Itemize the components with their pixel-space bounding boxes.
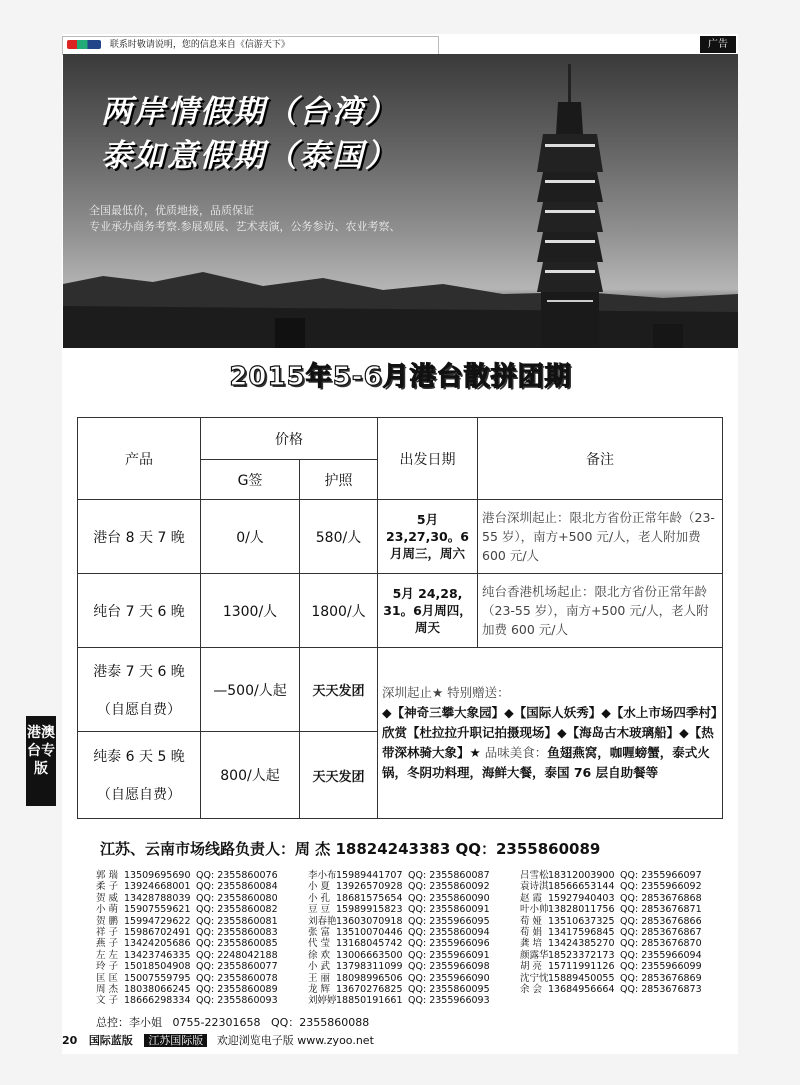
- contact-qq: 2355860077: [217, 961, 278, 973]
- contact-qq-label: QQ:: [620, 881, 639, 893]
- contact-phone: 18681575654: [336, 892, 403, 904]
- contact-qq: 2355860090: [429, 892, 490, 904]
- contact-phone: 18566653144: [548, 881, 615, 893]
- contact-phone: 18038066245: [124, 984, 191, 996]
- contact-qq: 2355966092: [641, 881, 702, 893]
- price-passport: 1800/人: [300, 574, 378, 648]
- source-notice-bar: [62, 36, 439, 55]
- contact-row: [520, 893, 702, 904]
- contact-row: [96, 870, 278, 881]
- table-row: [78, 500, 723, 574]
- contact-qq-label: QQ:: [620, 927, 639, 939]
- header-price: 价格: [201, 418, 378, 460]
- contact-qq: 2355860092: [429, 881, 490, 893]
- contact-qq-label: QQ:: [196, 995, 215, 1007]
- contact-qq-label: QQ:: [620, 870, 639, 881]
- product-name: 港泰 7 天 6 晚: [93, 663, 185, 680]
- contact-phone: 13417596845: [548, 927, 615, 939]
- contact-qq: 2248042188: [217, 949, 278, 961]
- contact-qq-label: QQ:: [196, 972, 215, 984]
- contact-name: 祥 子: [96, 927, 119, 939]
- contact-name: 赵 霞: [520, 892, 543, 904]
- table-row: [78, 574, 723, 648]
- contact-row: [308, 938, 490, 949]
- contact-phone: 15007559795: [124, 972, 191, 984]
- contact-row: [96, 916, 278, 927]
- contact-name: 徐 欢: [308, 949, 331, 961]
- header-product: 产品: [78, 418, 201, 500]
- contact-row: [308, 961, 490, 972]
- contact-qq: 2355966099: [641, 961, 702, 973]
- contact-qq: 2853676870: [641, 938, 702, 950]
- table-row: [78, 648, 723, 732]
- contact-qq: 2355860084: [217, 881, 278, 893]
- contact-column-1: [96, 870, 278, 1007]
- contact-name: 胡 亮: [520, 961, 543, 973]
- contact-qq: 2355966096: [429, 938, 490, 950]
- contact-phone: 15018504908: [124, 961, 191, 973]
- contact-row: [520, 950, 702, 961]
- publisher-logo: [67, 40, 101, 49]
- contact-qq-label: QQ:: [196, 915, 215, 927]
- contact-qq: 2355860094: [429, 927, 490, 939]
- contact-name: 龚 培: [520, 938, 543, 950]
- contact-qq-label: QQ:: [620, 984, 639, 996]
- contact-qq: 2355860076: [217, 870, 278, 881]
- contact-phone: 13423746335: [124, 949, 191, 961]
- contact-phone: 13424385270: [548, 938, 615, 950]
- contact-qq: 2355860095: [429, 984, 490, 996]
- contact-phone: 13509695690: [124, 870, 191, 881]
- gift-lead: 深圳起止★ 特别赠送：: [382, 685, 510, 700]
- contact-name: 荀 娅: [520, 915, 543, 927]
- contact-qq-label: QQ:: [196, 904, 215, 916]
- contact-qq: 2355860091: [429, 904, 490, 916]
- contact-row: [308, 984, 490, 995]
- contact-qq: 2853676866: [641, 915, 702, 927]
- contact-qq-label: QQ:: [196, 949, 215, 961]
- contact-name: 李小布: [308, 870, 337, 881]
- contact-qq: 2355860080: [217, 892, 278, 904]
- header-note: 备注: [478, 418, 723, 500]
- price-from: 800/人起: [201, 732, 300, 819]
- contact-qq-label: QQ:: [408, 927, 427, 939]
- special-gift-note: [378, 648, 723, 819]
- contact-row: [308, 950, 490, 961]
- contact-name: 贺 鹏: [96, 915, 119, 927]
- contact-qq: 2355966098: [429, 961, 490, 973]
- contact-qq: 2355966090: [429, 972, 490, 984]
- contact-qq: 2853676867: [641, 927, 702, 939]
- contact-phone: 15907559621: [124, 904, 191, 916]
- contact-row: [520, 973, 702, 984]
- contact-name: 王 丽: [308, 972, 331, 984]
- gift-items: ◆【神奇三攀大象园】◆【国际人妖秀】◆【水上市场四季村】欣赏【杜拉拉升职记拍摄现场】◆【海岛古木玻璃船】◆【热带深林骑大象】★: [382, 705, 718, 760]
- section-title: 2015年5-6月港台散拼团期: [229, 362, 572, 392]
- contact-name: 小 孔: [308, 892, 331, 904]
- source-notice: 联系时敬请说明，您的信息来自《信游天下》: [109, 40, 290, 50]
- contact-qq-label: QQ:: [408, 949, 427, 961]
- contact-phone: 15711991126: [548, 961, 615, 973]
- gift-food: 鱼翅燕窝，咖喱螃蟹，泰式火锅，冬阴功料理，海鲜大餐，泰国 76 层自助餐等: [382, 745, 710, 780]
- price-from: —500/人起: [201, 648, 300, 732]
- contact-qq-label: QQ:: [620, 904, 639, 916]
- departure-dates: 5月 23,27,30。6月周三，周六: [378, 500, 478, 574]
- contact-row: [520, 984, 702, 995]
- contact-phone: 13428788039: [124, 892, 191, 904]
- contact-phone: 18666298334: [124, 995, 191, 1007]
- contact-qq: 2355860083: [217, 927, 278, 939]
- ad-tag: 广告: [700, 36, 736, 53]
- contact-name: 刘春艳: [308, 915, 337, 927]
- contact-qq-label: QQ:: [620, 961, 639, 973]
- contact-qq-label: QQ:: [408, 881, 427, 893]
- contact-qq-label: QQ:: [196, 927, 215, 939]
- contact-head: 江苏、云南市场线路负责人：周 杰 18824243383 QQ：2355860089: [100, 840, 601, 858]
- contact-phone: 18098996506: [336, 972, 403, 984]
- hero-slogan-2: 专业承办商务考察.参展观展、艺术表演，公务参访、农业考察、: [89, 220, 401, 233]
- contact-row: [520, 904, 702, 915]
- website-link[interactable]: 欢迎浏览电子版 www.zyoo.net: [216, 1034, 374, 1047]
- contact-row: [520, 938, 702, 949]
- header-departure-date: 出发日期: [378, 418, 478, 500]
- contact-row: [96, 927, 278, 938]
- contact-name: 小 萌: [96, 904, 119, 916]
- contact-name: 燕 子: [96, 938, 119, 950]
- contact-name: 周 杰: [96, 984, 119, 996]
- contact-qq: 2355966097: [641, 870, 702, 881]
- contact-qq-label: QQ:: [408, 938, 427, 950]
- publication-name: 国际蓝版: [88, 1034, 133, 1047]
- contact-qq: 2355966091: [429, 949, 490, 961]
- contact-qq-label: QQ:: [408, 972, 427, 984]
- contact-qq-label: QQ:: [620, 972, 639, 984]
- contact-phone: 18523372173: [548, 949, 615, 961]
- contact-qq-label: QQ:: [408, 961, 427, 973]
- contact-phone: 15986702491: [124, 927, 191, 939]
- summary-label: 总控：李小姐: [96, 1016, 162, 1029]
- contact-row: [308, 927, 490, 938]
- tour-note: 港台深圳起止：限北方省份正常年龄（23-55 岁），南方+500 元/人，老人附加费 600 元/人: [478, 500, 723, 574]
- contact-phone: 13168045742: [336, 938, 403, 950]
- contact-row: [96, 961, 278, 972]
- contact-phone: 15994729622: [124, 915, 191, 927]
- product-name-cell: [78, 648, 201, 732]
- contact-qq-label: QQ:: [408, 915, 427, 927]
- contact-name: 刘婷婷: [308, 995, 337, 1007]
- product-name-cell: [78, 732, 201, 819]
- product-name: 纯泰 6 天 5 晚: [93, 749, 185, 765]
- hero-title-thailand: 泰如意假期（泰国）: [101, 138, 398, 174]
- contact-phone: 13684956664: [548, 984, 615, 996]
- contact-qq: 2355860082: [217, 904, 278, 916]
- contact-phone: 13510637325: [548, 915, 615, 927]
- general-control: [96, 1014, 369, 1030]
- contact-phone: 13424205686: [124, 938, 191, 950]
- contact-row: [96, 881, 278, 892]
- side-section-label: 港澳台专版: [26, 716, 56, 806]
- contact-phone: 15989915823: [336, 904, 403, 916]
- contact-row: [520, 881, 702, 892]
- contact-row: [96, 995, 278, 1006]
- contact-name: 袁诗淇: [520, 881, 549, 893]
- contact-qq: 2355966095: [429, 915, 490, 927]
- contact-name: 沈宁忱: [520, 972, 549, 984]
- header-g-visa: G签: [201, 460, 300, 500]
- edition-badge: 江苏国际版: [144, 1034, 207, 1047]
- contact-qq: 2853676868: [641, 892, 702, 904]
- summary-qq: 2355860088: [299, 1016, 370, 1029]
- contact-row: [96, 938, 278, 949]
- gift-taste-label: 品味美食：: [480, 745, 548, 760]
- contact-qq: 2355966093: [429, 995, 490, 1007]
- contact-row: [520, 961, 702, 972]
- contact-row: [96, 984, 278, 995]
- departure-dates: 5月 24,28, 31。6月周四，周天: [378, 574, 478, 648]
- contact-qq-label: QQ:: [196, 870, 215, 881]
- contact-qq-label: QQ:: [196, 961, 215, 973]
- contact-phone: 15889450055: [548, 972, 615, 984]
- contact-qq-label: QQ:: [408, 984, 427, 996]
- contact-name: 柔 子: [96, 881, 119, 893]
- contact-row: [520, 927, 702, 938]
- contact-qq: 2853676871: [641, 904, 702, 916]
- contact-phone: 15927940403: [548, 892, 615, 904]
- contact-phone: 13926570928: [336, 881, 403, 893]
- contact-row: [308, 916, 490, 927]
- contact-phone: 13510070446: [336, 927, 403, 939]
- contact-row: [308, 893, 490, 904]
- product-name: 纯台 7 天 6 晚: [78, 574, 201, 648]
- contact-name: 荀 娟: [520, 927, 543, 939]
- contact-name: 郭 瑞: [96, 870, 119, 881]
- tour-schedule-table: [77, 417, 723, 819]
- contact-qq-label: QQ:: [408, 870, 427, 881]
- contact-qq: 2355860078: [217, 972, 278, 984]
- contact-phone: 18312003900: [548, 870, 615, 881]
- contact-name: 贺 威: [96, 892, 119, 904]
- contact-row: [96, 904, 278, 915]
- contact-qq-label: QQ:: [620, 892, 639, 904]
- header-passport: 护照: [300, 460, 378, 500]
- page-number: 20: [62, 1034, 78, 1047]
- contact-qq: 2355860085: [217, 938, 278, 950]
- contact-name: 匡 匡: [96, 972, 119, 984]
- summary-qq-label: QQ：: [270, 1016, 300, 1029]
- contact-row: [308, 904, 490, 915]
- contact-qq: 2355860093: [217, 995, 278, 1007]
- contact-column-3: [520, 870, 702, 995]
- contact-name: 余 会: [520, 984, 543, 996]
- page-footer: [62, 1034, 374, 1048]
- product-name: 港台 8 天 7 晚: [78, 500, 201, 574]
- tour-note: 纯台香港机场起止：限北方省份正常年龄（23-55 岁），南方+500 元/人，老人附加费 600 元/人: [478, 574, 723, 648]
- contact-phone: 13798311099: [336, 961, 403, 973]
- contact-name: 龙 辉: [308, 984, 331, 996]
- contact-qq-label: QQ:: [408, 904, 427, 916]
- departure-daily: 天天发团: [300, 732, 378, 819]
- contact-phone: 18850191661: [336, 995, 403, 1007]
- contact-row: [308, 973, 490, 984]
- contact-name: 小 夏: [308, 881, 331, 893]
- contact-qq: 2355966094: [641, 949, 702, 961]
- summary-phone: 0755-22301658: [172, 1016, 261, 1029]
- contact-row: [308, 881, 490, 892]
- contact-qq-label: QQ:: [620, 938, 639, 950]
- contact-name: 左 左: [96, 949, 119, 961]
- contact-qq: 2355860081: [217, 915, 278, 927]
- contact-qq: 2355860087: [429, 870, 490, 881]
- price-g-visa: 1300/人: [201, 574, 300, 648]
- contact-row: [308, 870, 490, 881]
- contact-name: 张 富: [308, 927, 331, 939]
- contact-row: [520, 870, 702, 881]
- contact-qq-label: QQ:: [196, 984, 215, 996]
- contact-column-2: [308, 870, 490, 1007]
- contact-qq-label: QQ:: [196, 881, 215, 893]
- contact-name: 小 武: [308, 961, 331, 973]
- contact-qq-label: QQ:: [408, 892, 427, 904]
- contact-qq: 2853676873: [641, 984, 702, 996]
- contact-name: 文 子: [96, 995, 119, 1007]
- contact-phone: 13603070918: [336, 915, 403, 927]
- hero-slogan-1: 全国最低价，优质地接，品质保证: [89, 204, 254, 217]
- contact-qq-label: QQ:: [408, 995, 427, 1007]
- contact-name: 吕雪松: [520, 870, 549, 881]
- hero-banner: [63, 54, 738, 348]
- contact-row: [308, 995, 490, 1006]
- contact-phone: 13828011756: [548, 904, 615, 916]
- contact-qq: 2853676869: [641, 972, 702, 984]
- contact-row: [520, 916, 702, 927]
- contact-qq-label: QQ:: [196, 892, 215, 904]
- hero-title-taiwan: 两岸情假期（台湾）: [101, 94, 398, 130]
- contact-phone: 13924668001: [124, 881, 191, 893]
- contact-name: 玲 子: [96, 961, 119, 973]
- contact-qq-label: QQ:: [620, 949, 639, 961]
- contact-name: 颜露华: [520, 949, 549, 961]
- contact-name: 豆 豆: [308, 904, 331, 916]
- price-g-visa: 0/人: [201, 500, 300, 574]
- departure-daily: 天天发团: [300, 648, 378, 732]
- self-pay-note: （自愿自费）: [97, 787, 181, 803]
- contact-row: [96, 893, 278, 904]
- contact-name: 代 莹: [308, 938, 331, 950]
- contact-phone: 15989441707: [336, 870, 403, 881]
- contact-row: [96, 950, 278, 961]
- self-pay-note: （自愿自费）: [97, 701, 181, 718]
- price-passport: 580/人: [300, 500, 378, 574]
- contact-qq: 2355860089: [217, 984, 278, 996]
- contact-phone: 13670276825: [336, 984, 403, 996]
- contact-phone: 13006663500: [336, 949, 403, 961]
- contact-row: [96, 973, 278, 984]
- contact-qq-label: QQ:: [196, 938, 215, 950]
- contact-name: 叶小帅: [520, 904, 549, 916]
- contact-qq-label: QQ:: [620, 915, 639, 927]
